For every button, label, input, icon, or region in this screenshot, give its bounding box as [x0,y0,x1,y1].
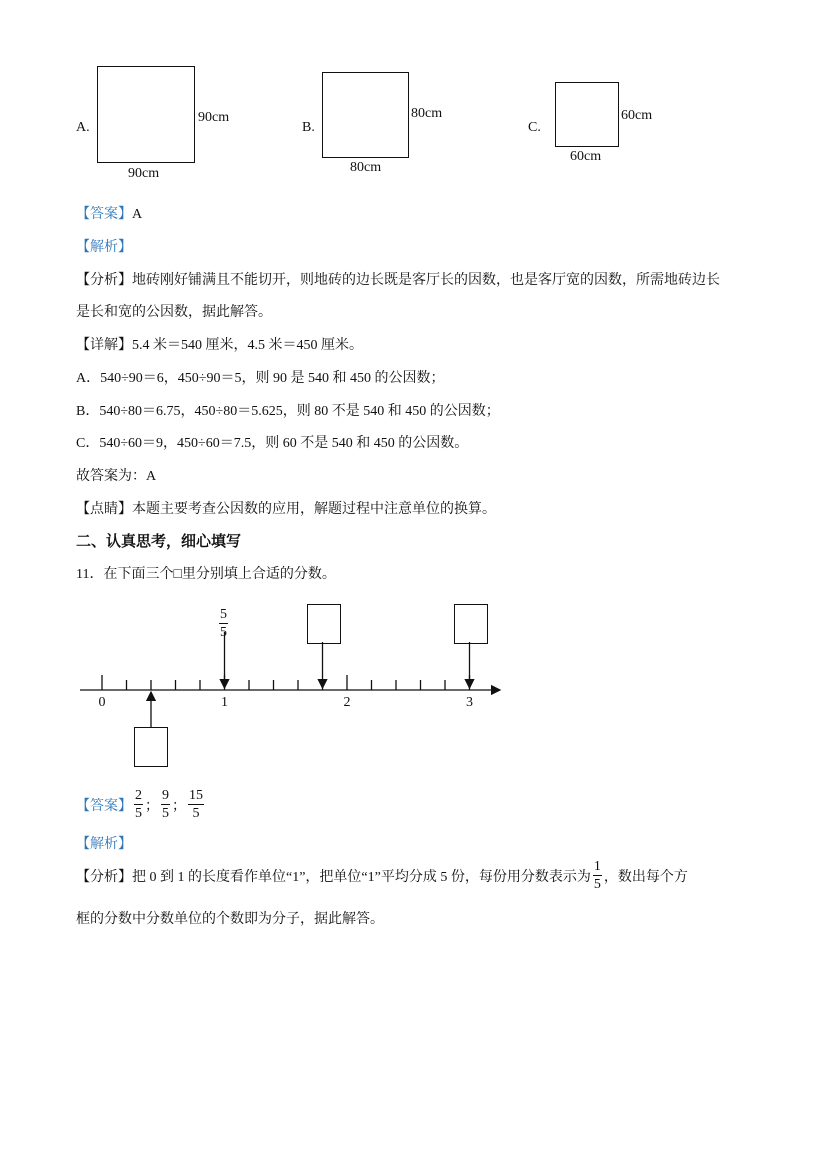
marked-fraction [219,606,228,641]
square-c-side: 60cm [621,108,653,123]
fenxi-label: 【分析】 [76,869,132,885]
fenxi-text-2: ，数出每个方 [603,869,688,885]
q11-answer-line [76,787,206,822]
option-c-label: C. [528,120,541,135]
answer-fraction-1 [134,787,143,822]
denominator: 5 [593,877,601,892]
line-c: C．540÷60＝9，450÷60＝7.5，则 60 不是 540 和 450 的公因数。 [76,436,469,451]
answer-fraction-2 [161,787,170,822]
q11-fenxi-line1 [76,858,688,893]
fenxi-line2: 是长和宽的公因数，据此解答。 [76,305,272,320]
square-b-bottom: 80cm [350,160,382,175]
comment-line [76,498,496,518]
option-b-label: B. [302,120,315,135]
tick-label: 3 [466,695,473,710]
square-b-side: 80cm [411,106,443,121]
analysis-label: 【解析】 [76,240,132,255]
comment-text: 本题主要考查公因数的应用，解题过程中注意单位的换算。 [132,502,496,517]
line-b: B．540÷80＝6.75，450÷80＝5.625，则 80 不是 540 和 450 的公因数； [76,404,500,419]
separator: ； [145,798,159,814]
answer-label: 【答案】 [76,207,132,222]
detail-label: 【详解】 [76,338,132,353]
fenxi-label: 【分析】 [76,273,132,288]
comment-label: 【点睛】 [76,502,132,517]
unit-fraction [593,858,602,893]
square-c-bottom: 60cm [570,149,602,164]
square-a-side: 90cm [198,110,230,125]
square-b [322,72,409,158]
option-a-label: A. [76,120,90,135]
line-a: A．540÷90＝6，450÷90＝5，则 90 是 540 和 450 的公因数； [76,371,445,386]
q11-analysis-label: 【解析】 [76,837,132,852]
blank-box-3[interactable] [454,604,488,644]
square-c [555,82,619,147]
conclusion: 故答案为：A [76,469,157,484]
square-a [97,66,195,163]
q11-question: 11．在下面三个□里分别填上合适的分数。 [76,567,336,582]
fenxi-text: 地砖刚好铺满且不能切开，则地砖的边长既是客厅长的因数，也是客厅宽的因数，所需地砖边长 [132,273,720,288]
denominator: 5 [220,625,227,640]
numerator: 1 [593,859,601,874]
denominator: 5 [162,806,169,821]
answer-value: A [132,207,143,222]
denominator: 5 [192,806,200,821]
answer-fraction-3 [188,787,204,822]
number-line [0,590,830,780]
numerator: 2 [135,788,142,803]
answer-label: 【答案】 [76,798,132,814]
q11-fenxi-line2: 框的分数中分数单位的个数即为分子，据此解答。 [76,912,384,927]
denominator: 5 [135,806,142,821]
detail-line [76,334,363,354]
detail-text: 5.4 米＝540 厘米，4.5 米＝450 厘米。 [132,338,363,353]
numerator: 15 [189,788,203,803]
tick-label: 0 [98,695,106,710]
fenxi-line1 [76,269,720,289]
numerator: 9 [162,788,169,803]
separator: ； [172,798,186,814]
section-title: 二、认真思考，细心填写 [76,534,242,550]
blank-box-0-4[interactable] [134,727,168,767]
answer-line [76,203,142,223]
square-a-bottom: 90cm [128,166,160,181]
tick-label: 1 [221,695,228,710]
tick-label: 2 [343,695,351,710]
blank-box-1-8[interactable] [307,604,341,644]
numerator: 5 [220,607,227,622]
fenxi-text: 把 0 到 1 的长度看作单位“1”，把单位“1”平均分成 5 份，每份用分数表示为 [132,869,591,885]
